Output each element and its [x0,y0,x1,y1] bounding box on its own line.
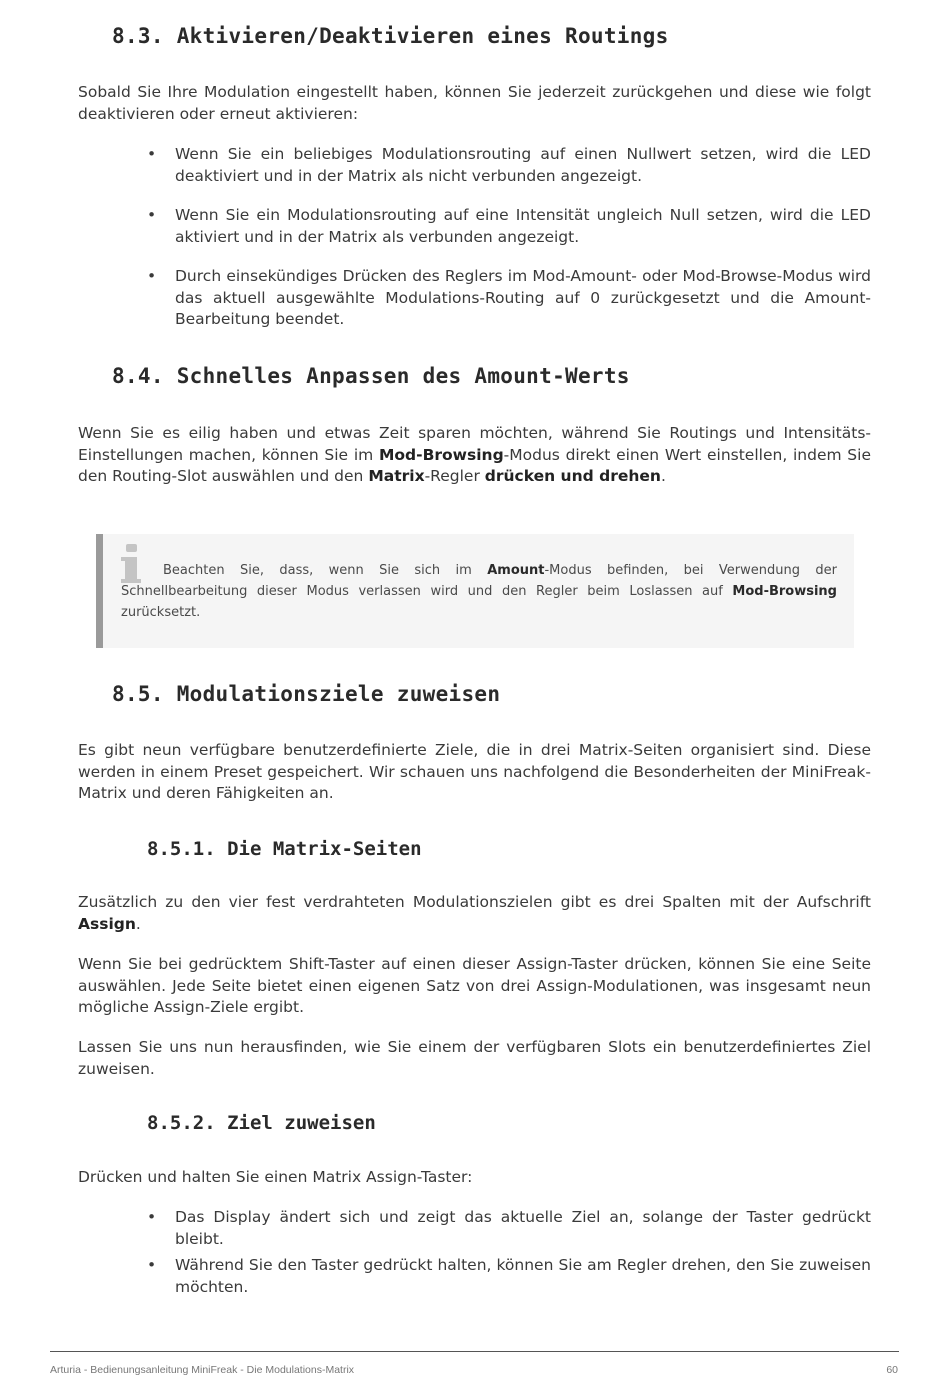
bold-mod-browsing: Mod-Browsing [378,445,504,464]
bullet-list-8-3 [145,144,871,331]
text-run: -Modus befinden, bei Verwendung der Schnellbearbeitung dieser Modus verlassen wird und den Regler beim Loslassen auf [121,563,837,599]
bullet-item: • Wenn Sie ein Modulationsrouting auf eine Intensität ungleich Null setzen, wird die LED aktiviert und in der Matrix als verbunden angezeigt. [145,205,871,248]
bold-mod-browsing: Mod-Browsing [732,584,837,599]
text-run: Wenn Sie es eilig haben und etwas Zeit sparen möchten, während Sie Routings und Intensitäts-Einstellungen machen, können Sie im [78,424,871,464]
info-note-box [96,534,854,648]
bullet-item: • Durch einsekündiges Drücken des Reglers im Mod-Amount- oder Mod-Browse-Modus wird das aktuell ausgewählte Modulations-Routing auf 0 zurückgesetzt und die Amount-Bearbeitung beendet. [145,266,871,331]
text-run: Zusätzlich zu den vier fest verdrahteten Modulationszielen gibt es drei Spalten mit der Aufschrift [78,893,871,911]
bold-matrix: Matrix [368,467,425,485]
text-run: zurücksetzt. [121,605,201,620]
note-text [121,560,837,623]
text-run: -Regler [424,467,485,485]
bullet-item: • Das Display ändert sich und zeigt das aktuelle Ziel an, solange der Taster gedrückt bleibt. [145,1207,871,1250]
bullet-item: • Während Sie den Taster gedrückt halten, können Sie am Regler drehen, den Sie zuweisen möchten. [145,1255,871,1298]
bold-amount: Amount [487,563,545,578]
section-heading-8-3: 8.3. Aktivieren/Deaktivieren eines Routings [112,24,669,48]
section-heading-8-4: 8.4. Schnelles Anpassen des Amount-Werts [112,364,630,388]
bullet-item: • Wenn Sie ein beliebiges Modulationsrouting auf einen Nullwert setzen, wird die LED deaktiviert und in der Matrix als nicht verbunden angezeigt. [145,144,871,187]
bold-press-turn: drücken und drehen [484,467,661,485]
paragraph-8-5-intro: Es gibt neun verfügbare benutzerdefinierte Ziele, die in drei Matrix-Seiten organisiert sind. Diese werden in einem Preset gespeichert. Wir schauen uns nachfolgend die Besonderheiten der MiniFreak-Matrix und deren Fähigkeiten an. [78,741,871,802]
section-heading-8-5: 8.5. Modulationsziele zuweisen [112,682,501,706]
paragraph-8-5-2-intro: Drücken und halten Sie einen Matrix Assign-Taster: [78,1168,473,1186]
paragraph-8-5-1-a [78,892,871,935]
paragraph-8-5-1-c: Lassen Sie uns nun herausfinden, wie Sie einem der verfügbaren Slots ein benutzerdefiniertes Ziel zuweisen. [78,1038,871,1078]
text-run: -Modus direkt einen Wert einstellen, indem Sie den Routing-Slot auswählen und den [78,445,871,485]
paragraph-8-5-1-b: Wenn Sie bei gedrücktem Shift-Taster auf einen dieser Assign-Taster drücken, können Sie eine Seite auswählen. Jede Seite bietet einen eigenen Satz von drei Assign-Modulationen, was insgesamt neun mögliche Assign-Ziele ergibt. [78,955,871,1016]
footer-title: Arturia - Bedienungsanleitung MiniFreak - Die Modulations-Matrix [50,1364,355,1376]
bullet-list-8-5-2 [145,1207,871,1298]
page-number: 60 [886,1364,898,1376]
subsection-heading-8-5-2: 8.5.2. Ziel zuweisen [147,1112,376,1134]
bold-assign: Assign [78,914,136,933]
text-run: Beachten Sie, dass, wenn Sie sich im [163,563,488,578]
paragraph-8-3-intro: Sobald Sie Ihre Modulation eingestellt haben, können Sie jederzeit zurückgehen und diese wie folgt deaktivieren oder erneut aktivieren: [78,83,871,123]
footer-divider [50,1351,899,1352]
subsection-heading-8-5-1: 8.5.1. Die Matrix-Seiten [147,838,422,860]
text-run: . [135,914,141,933]
paragraph-8-4 [78,423,871,488]
text-run: . [660,467,666,485]
